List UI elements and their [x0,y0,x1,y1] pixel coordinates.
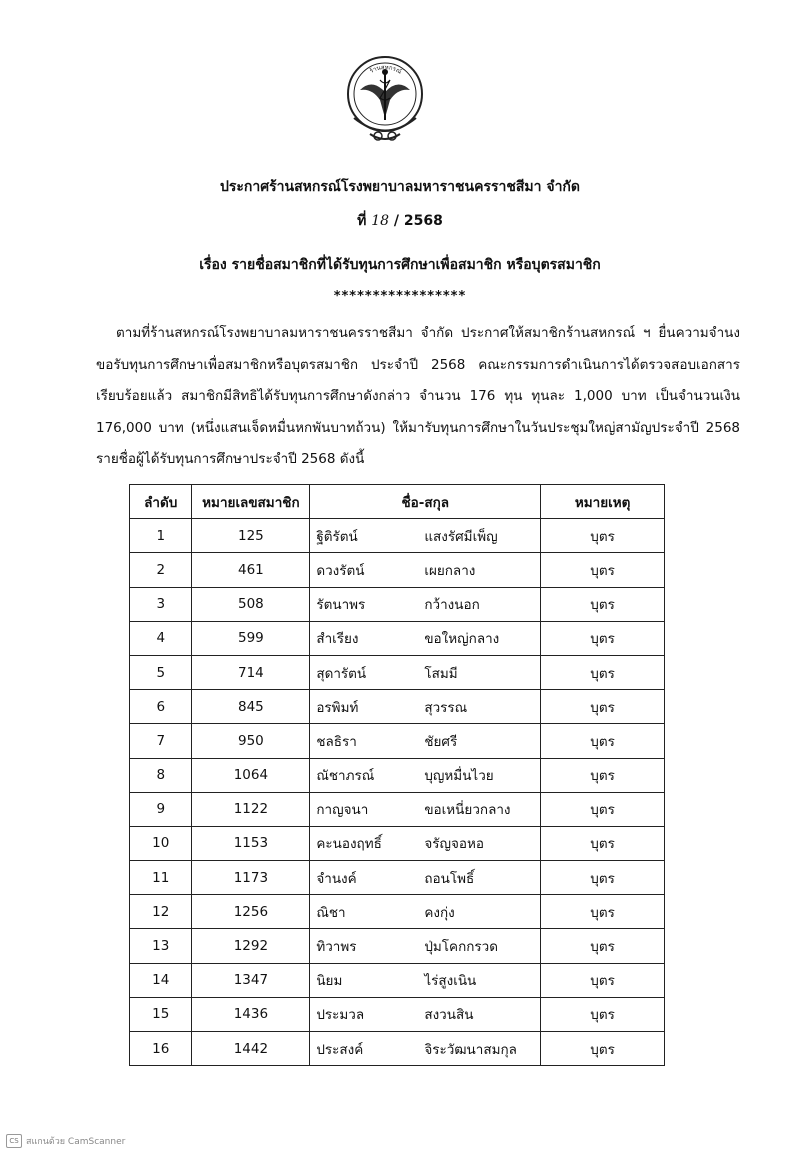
row-note: บุตร [541,895,665,929]
row-first-name: กาญจนา [316,802,369,819]
row-first-name: ดวงรัตน์ [316,562,365,579]
subject-line: เรื่อง รายชื่อสมาชิกที่ได้รับทุนการศึกษาเพื่อสมาชิก หรือบุตรสมาชิก [199,257,601,273]
doc-no-value: 18 [371,213,390,229]
row-member-no: 714 [192,655,310,689]
doc-no-year: / 2568 [393,213,443,229]
row-first-name: ประมวล [316,1007,365,1024]
row-last-name: สุวรรณ [424,699,468,716]
row-full-name [310,861,541,895]
row-member-no: 125 [192,519,310,553]
row-last-name: โสมมี [424,665,458,682]
table-row [130,655,665,689]
row-full-name [310,587,541,621]
row-first-name: จำนงค์ [316,870,357,887]
row-last-name: ไร่สูงเนิน [424,973,477,990]
header-index: ลำดับ [130,485,192,519]
row-full-name [310,758,541,792]
row-last-name: คงกุ่ง [424,904,455,921]
row-note: บุตร [541,519,665,553]
table-row [130,587,665,621]
row-last-name: เผยกลาง [424,562,476,579]
table-row [130,621,665,655]
table-row [130,1032,665,1066]
row-first-name: ชลธิรา [316,733,357,750]
row-member-no: 1173 [192,861,310,895]
table-row [130,963,665,997]
row-index: 5 [130,655,192,689]
row-index: 3 [130,587,192,621]
row-full-name [310,655,541,689]
header-member-no: หมายเลขสมาชิก [192,485,310,519]
row-index: 8 [130,758,192,792]
row-note: บุตร [541,690,665,724]
row-first-name: ณิชา [316,904,346,921]
row-member-no: 1122 [192,792,310,826]
row-last-name: ปุ่มโคกกรวด [424,939,499,956]
row-note: บุตร [541,861,665,895]
row-full-name [310,1032,541,1066]
row-first-name: ทิวาพร [316,939,357,956]
row-member-no: 1442 [192,1032,310,1066]
row-last-name: ถอนโพธิ์ [424,870,475,887]
row-last-name: ขอเหนี่ยวกลาง [424,802,511,819]
row-full-name [310,724,541,758]
row-last-name: ขอใหญ่กลาง [424,631,500,648]
row-last-name: บุญหมื่นไวย [424,768,494,785]
row-member-no: 1153 [192,826,310,860]
row-full-name [310,929,541,963]
row-full-name [310,997,541,1031]
row-note: บุตร [541,997,665,1031]
table-header-row [130,485,665,519]
row-first-name: อรพิมท์ [316,699,359,716]
table-row [130,861,665,895]
row-index: 6 [130,690,192,724]
row-index: 15 [130,997,192,1031]
table-row [130,826,665,860]
recipients-table [129,484,665,1066]
row-note: บุตร [541,792,665,826]
row-member-no: 1347 [192,963,310,997]
row-note: บุตร [541,621,665,655]
row-full-name [310,826,541,860]
row-last-name: แสงรัศมีเพ็ญ [424,528,498,545]
row-member-no: 845 [192,690,310,724]
row-member-no: 1292 [192,929,310,963]
table-row [130,997,665,1031]
row-member-no: 1436 [192,997,310,1031]
row-index: 10 [130,826,192,860]
row-full-name [310,553,541,587]
table-row [130,519,665,553]
row-index: 1 [130,519,192,553]
scanner-watermark [6,1134,125,1148]
row-note: บุตร [541,655,665,689]
row-note: บุตร [541,963,665,997]
row-note: บุตร [541,587,665,621]
table-row [130,724,665,758]
row-first-name: สำเรียง [316,631,359,648]
separator: ***************** [333,289,467,304]
row-index: 2 [130,553,192,587]
row-full-name [310,690,541,724]
row-first-name: ประสงค์ [316,1041,364,1058]
body-paragraph-text: ตามที่ร้านสหกรณ์โรงพยาบาลมหาราชนครราชสีมา จำกัด ประกาศให้สมาชิกร้านสหกรณ์ ฯ ยื่นความจำนงขอรับทุนการศึกษาเพื่อสมาชิกหรือบุตรสมาชิก ประจำปี 2568 คณะกรรมการดำเนินการได้ตรวจสอบเอกสารเรียบร้อยแล้ว สมาชิกมีสิทธิได้รับทุนการศึกษาดังกล่าว จำนวน 176 ทุน ทุนละ 1,000 บาท เป็นจำนวนเงิน 176,000 บาท (หนึ่งแสนเจ็ดหมื่นหกพันบาทถ้วน) ให้มารับทุนการศึกษาในวันประชุมใหญ่สามัญประจำปี 2568 รายชื่อผู้ได้รับทุนการศึกษาประจำปี 2568 ดังนี้ [96,325,740,467]
row-last-name: จรัญจอหอ [424,836,485,853]
row-index: 11 [130,861,192,895]
svg-text:ร้านสหกรณ์: ร้านสหกรณ์ [368,64,403,76]
table-row [130,690,665,724]
row-note: บุตร [541,553,665,587]
document-number [0,210,800,232]
row-full-name [310,963,541,997]
row-full-name [310,621,541,655]
table-row [130,895,665,929]
row-member-no: 599 [192,621,310,655]
body-paragraph [96,318,740,476]
row-note: บุตร [541,1032,665,1066]
row-index: 14 [130,963,192,997]
table-row [130,792,665,826]
row-member-no: 461 [192,553,310,587]
row-member-no: 950 [192,724,310,758]
row-last-name: จิระวัฒนาสมกุล [424,1041,517,1058]
row-member-no: 1064 [192,758,310,792]
row-index: 16 [130,1032,192,1066]
row-first-name: ณัชาภรณ์ [316,768,375,785]
row-note: บุตร [541,929,665,963]
table-row [130,929,665,963]
row-index: 4 [130,621,192,655]
table-row [130,553,665,587]
row-last-name: กว้างนอก [424,597,480,614]
row-note: บุตร [541,724,665,758]
row-member-no: 1256 [192,895,310,929]
row-last-name: สงวนสิน [424,1007,474,1024]
row-member-no: 508 [192,587,310,621]
row-last-name: ชัยศรี [424,733,458,750]
scanner-text: สแกนด้วย CamScanner [26,1137,126,1147]
row-index: 9 [130,792,192,826]
row-first-name: ฐิติรัตน์ [316,528,358,545]
header-note: หมายเหตุ [541,485,665,519]
announcement-title: ประกาศร้านสหกรณ์โรงพยาบาลมหาราชนครราชสีมา จำกัด [219,179,581,195]
row-first-name: นิยม [316,973,343,990]
header-full-name: ชื่อ-สกุล [310,485,541,519]
row-full-name [310,895,541,929]
row-note: บุตร [541,758,665,792]
row-index: 13 [130,929,192,963]
row-first-name: รัตนาพร [316,597,366,614]
row-first-name: สุดารัตน์ [316,665,367,682]
row-index: 12 [130,895,192,929]
cooperative-seal-icon [340,48,430,148]
row-first-name: คะนองฤทธิ์ [316,836,382,853]
row-full-name [310,519,541,553]
camscanner-icon: CS [6,1134,22,1148]
row-full-name [310,792,541,826]
doc-no-prefix: ที่ [357,213,367,229]
row-note: บุตร [541,826,665,860]
table-row [130,758,665,792]
row-index: 7 [130,724,192,758]
